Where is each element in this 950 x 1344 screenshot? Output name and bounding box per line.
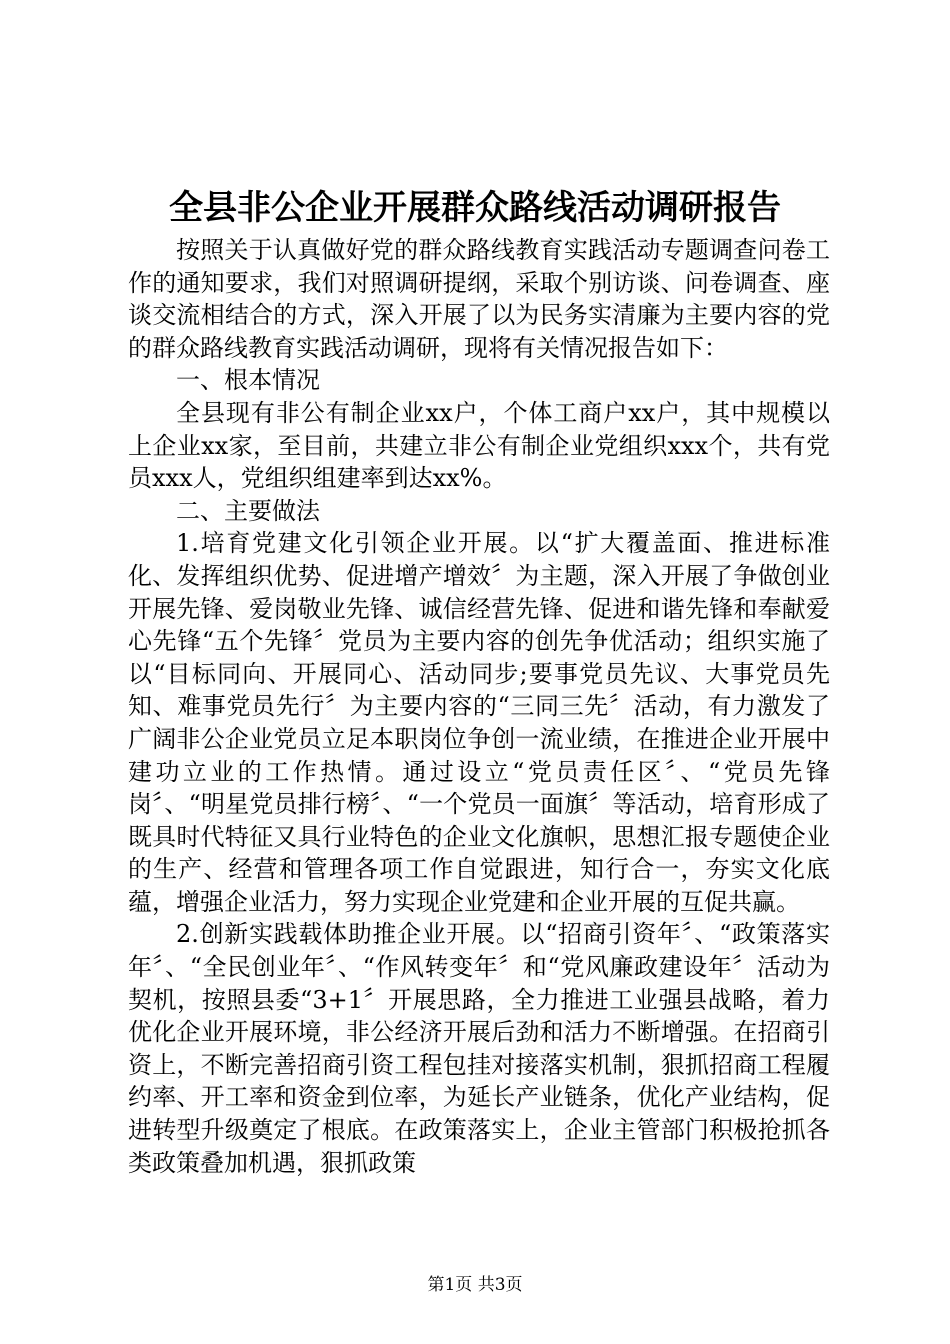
intro-paragraph: 按照关于认真做好党的群众路线教育实践活动专题调查问卷工作的通知要求，我们对照调研提纲，采取个别访谈、问卷调查、座谈交流相结合的方式，深入开展了以为民务实清廉为主要内容的党的群众路线教育实践活动调研，现将有关情况报告如下： <box>128 236 830 362</box>
basic-situation-paragraph: 全县现有非公有制企业xx户，个体工商户xx户，其中规模以上企业xx家，至目前，共建立非公有制企业党组织xxx个，共有党员xxx人，党组织组建率到达xx%。 <box>128 398 830 493</box>
document-body <box>128 234 830 1179</box>
document-title: 全县非公企业开展群众路线活动调研报告 <box>169 188 781 228</box>
page-footer: 第1页 共3页 <box>427 1275 523 1295</box>
section-heading-main-practices: 二、主要做法 <box>176 496 320 525</box>
practice-2-paragraph: 2.创新实践载体助推企业开展。以“招商引资年〞、“政策落实年〞、“全民创业年〞、“作风转变年〞和“党风廉政建设年〞活动为契机，按照县委“3+1〞开展思路，全力推进工业强县战略，着力优化企业开展环境，非公经济开展后劲和活力不断增强。在招商引资上，不断完善招商引资工程包挂对接落实机制，狠抓招商工程履约率、开工率和资金到位率，为延长产业链条，优化产业结构，促进转型升级奠定了根底。在政策落实上，企业主管部门积极抢抓各类政策叠加机遇，狠抓政策 <box>128 920 830 1177</box>
section-heading-basic-situation: 一、根本情况 <box>176 366 320 395</box>
practice-1-paragraph: 1.培育党建文化引领企业开展。以“扩大覆盖面、推进标准化、发挥组织优势、促进增产增效〞为主题，深入开展了争做创业开展先锋、爱岗敬业先锋、诚信经营先锋、促进和谐先锋和奉献爱心先锋“五个先锋〞党员为主要内容的创先争优活动；组织实施了以“目标同向、开展同心、活动同步;要事党员先议、大事党员先知、难事党员先行〞为主要内容的“三同三先〞活动，有力激发了广阔非公企业党员立足本职岗位争创一流业绩，在推进企业开展中建功立业的工作热情。通过设立“党员责任区〞、“党员先锋岗〞、“明星党员排行榜〞、“一个党员一面旗〞等活动，培育形成了既具时代特征又具行业特色的企业文化旗帜，思想汇报专题使企业的生产、经营和管理各项工作自觉跟进，知行合一，夯实文化底蕴，增强企业活力，努力实现企业党建和企业开展的互促共赢。 <box>128 529 830 916</box>
